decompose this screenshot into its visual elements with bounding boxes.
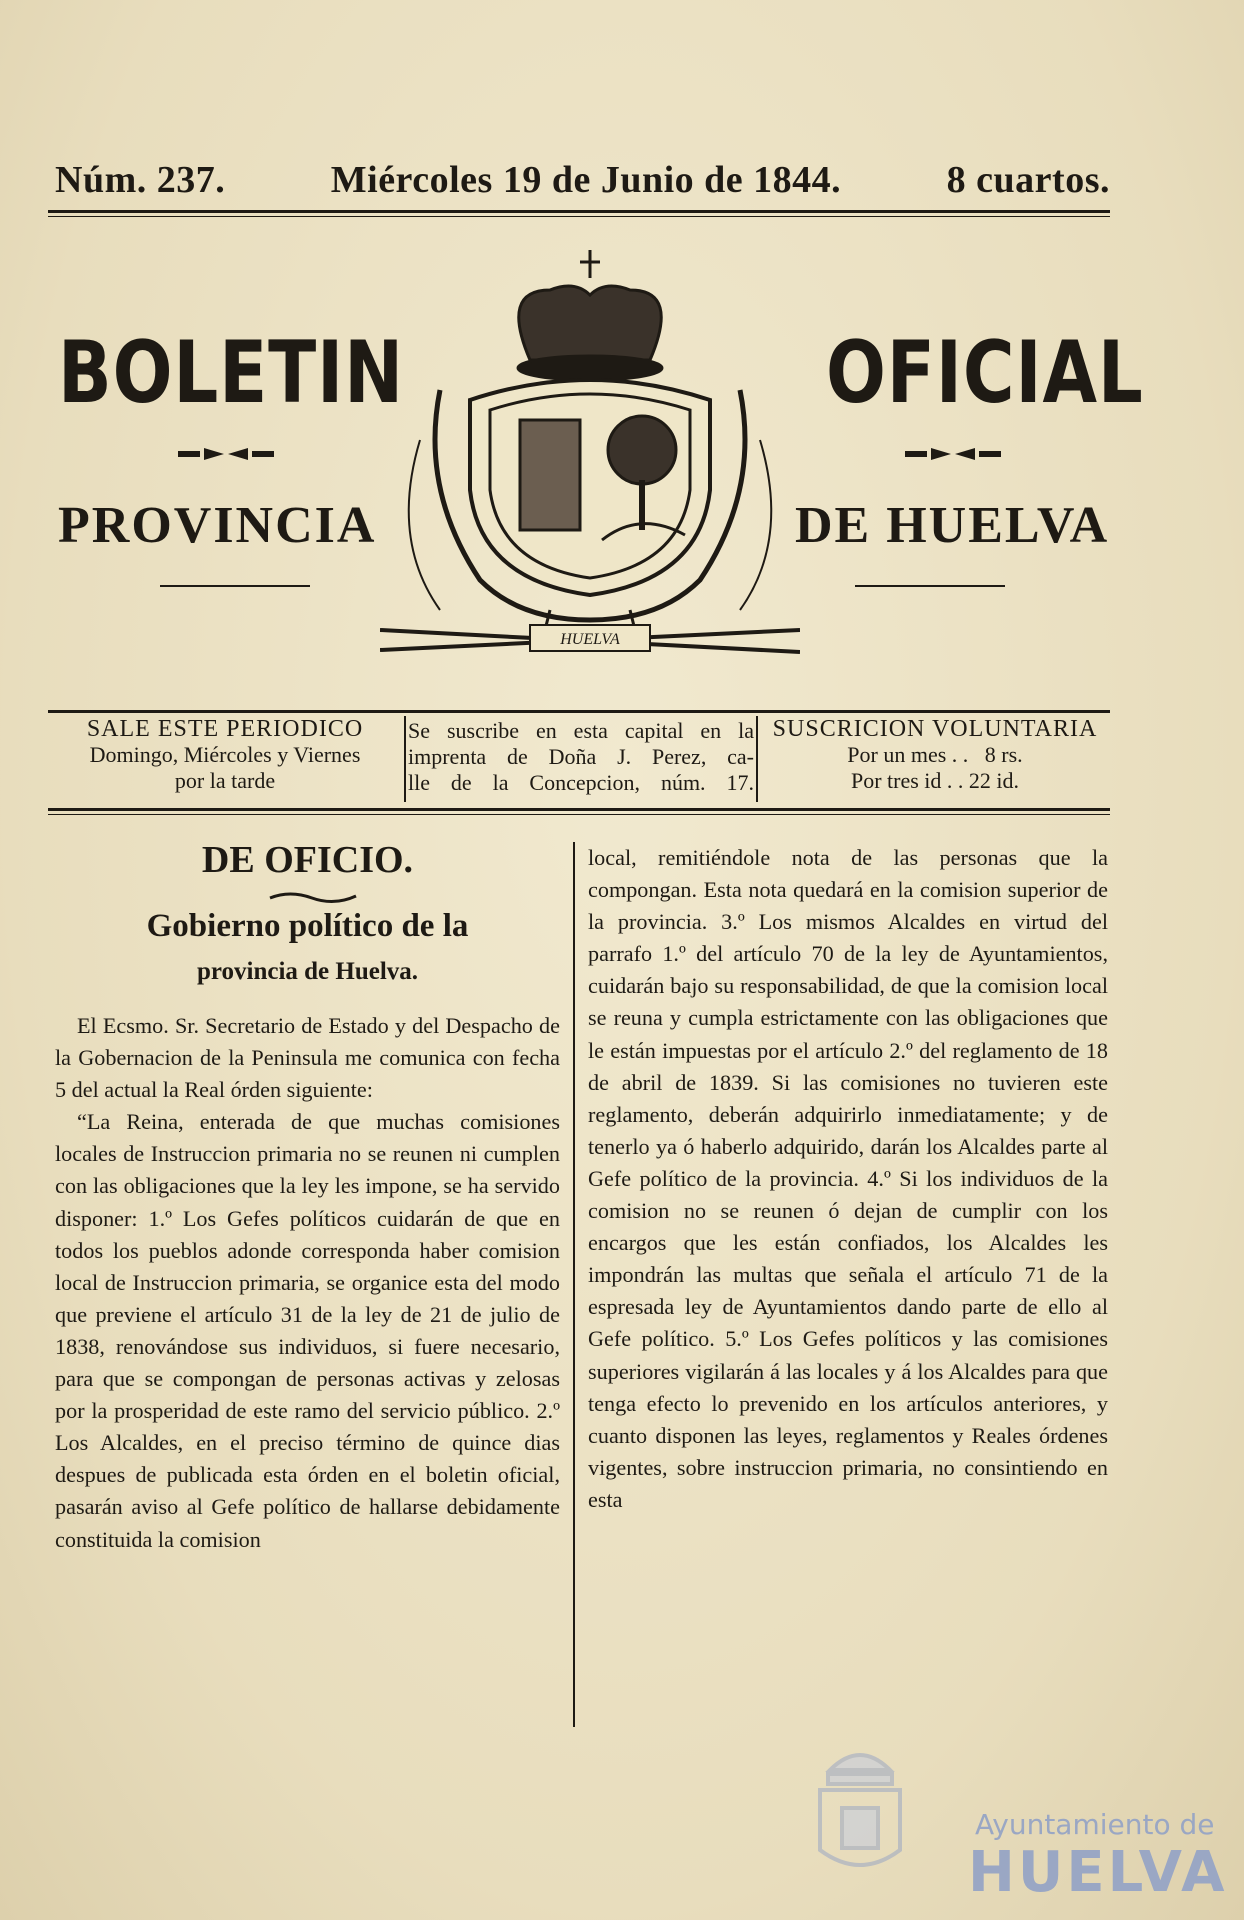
title-boletin: BOLETIN [58,323,404,423]
info-divider-2 [756,716,758,802]
ornament-right [905,446,1001,462]
info-top-rule [48,710,1110,713]
price-monthly: Por un mes . . 8 rs. [847,742,1023,767]
subscription-line-2: imprenta de Doña J. Perez, ca- [408,744,754,769]
issue-number: Núm. 237. [55,159,226,201]
paragraph-continuation: local, remitiéndole nota de las personas que la compongan. Esta nota quedará en la comision superior de la provincia. 3.º Los mismos Alcaldes en virtud del parrafo 1.º del artículo 70 de la ley de Ayuntamientos, cuidarán bajo su responsabilidad, de que la comision local se reuna y cumpla estrictamente con las obligaciones que le están impuestas por el artículo 2.º del reglamento de 18 de abril de 1839. Si las comisiones no tuvieren este reglamento, deberán adquirirlo inmediatamente; y de tenerlo ya ó haberlo adquirido, darán los Alcaldes parte al Gefe político de la provincia. 4.º Si los individuos de la comision no se reunen ó dejan de cumplir con los encargos que les están confiados, los Alcaldes les impondrán las multas que señala el artículo 71 de la espresada ley de Ayuntamientos dando parte de ello al Gefe político. 5.º Los Gefes políticos y las comisiones superiores vigilarán á las locales y á los Alcaldes para que tenga efecto lo prevenido en los artículos anteriores, y cuanto disponen las leyes, reglamentos y Reales órdenes vigentes, sobre instruccion primaria, no consintiendo en esta [588,845,1108,1512]
schedule-time: por la tarde [174,768,276,793]
section-de-oficio: DE OFICIO. [201,839,414,881]
subtitle-de-huelva: DE HUELVA [795,497,1110,554]
paragraph-royal-order: “La Reina, enterada de que muchas comisiones locales de Instruccion primaria no se reunen ni cumplen con las obligaciones que la ley les impone, se ha servido disponer: 1.º Los Gefes políticos cuidarán de que en todos los pueblos adonde corresponda haber comision local de Instruccion primaria, se organice esta del modo que previene el artículo 31 de la ley de 21 de julio de 1838, renovándose sus individuos, si fuere necesario, para que se compongan de personas activas y zelosas por la prosperidad de este ramo del servicio público. 2.º Los Alcaldes, en el preciso término de quince dias despues de publicada esta órden en el boletin oficial, pasarán aviso al Gefe político de hallarse debidamente constituida la comision [55,1109,560,1552]
ornament-left [178,446,274,462]
top-rule [48,210,1110,213]
crest-ribbon-label: HUELVA [560,631,620,648]
info-bottom-rule [48,808,1110,811]
watermark-line-1: Ayuntamiento de [975,1808,1215,1841]
paragraph-intro: El Ecsmo. Sr. Secretario de Estado y del Despacho de la Gobernacion de la Peninsula me comunica con fecha 5 del actual la Real órden siguiente: [55,1013,560,1103]
schedule-heading: SALE ESTE PERIODICO [86,716,364,742]
article-subheading: provincia de Huelva. [196,958,419,985]
short-rule-left [160,585,310,587]
top-rule-thin [48,216,1110,217]
article-left-column [55,1010,560,1728]
subtitle-provincia: PROVINCIA [58,497,377,554]
short-rule-right [855,585,1005,587]
article-right-column [588,842,1108,1728]
price-quarterly: Por tres id . . 22 id. [850,768,1020,793]
info-bottom-rule-thin [48,814,1110,815]
section-ornament [268,890,358,904]
schedule-days: Domingo, Miércoles y Viernes [89,742,361,767]
info-divider-1 [404,716,406,802]
subscription-line-1: Se suscribe en esta capital en la [408,718,754,743]
info-box-schedule [50,716,400,806]
info-box-subscription [408,716,754,806]
prices-heading: SUSCRICION VOLUNTARIA [772,716,1098,742]
watermark-line-2: HUELVA [968,1840,1228,1905]
title-oficial: OFICIAL [826,323,1144,423]
issue-date: Miércoles 19 de Junio de 1844. [330,159,842,201]
column-divider [573,842,575,1727]
info-box-prices [760,716,1110,806]
subscription-line-3: lle de la Concepcion, núm. 17. [408,770,754,795]
article-heading: Gobierno político de la [146,908,469,944]
issue-line [55,158,1110,202]
issue-price: 8 cuartos. [946,159,1110,201]
coat-of-arms-icon [380,250,800,680]
